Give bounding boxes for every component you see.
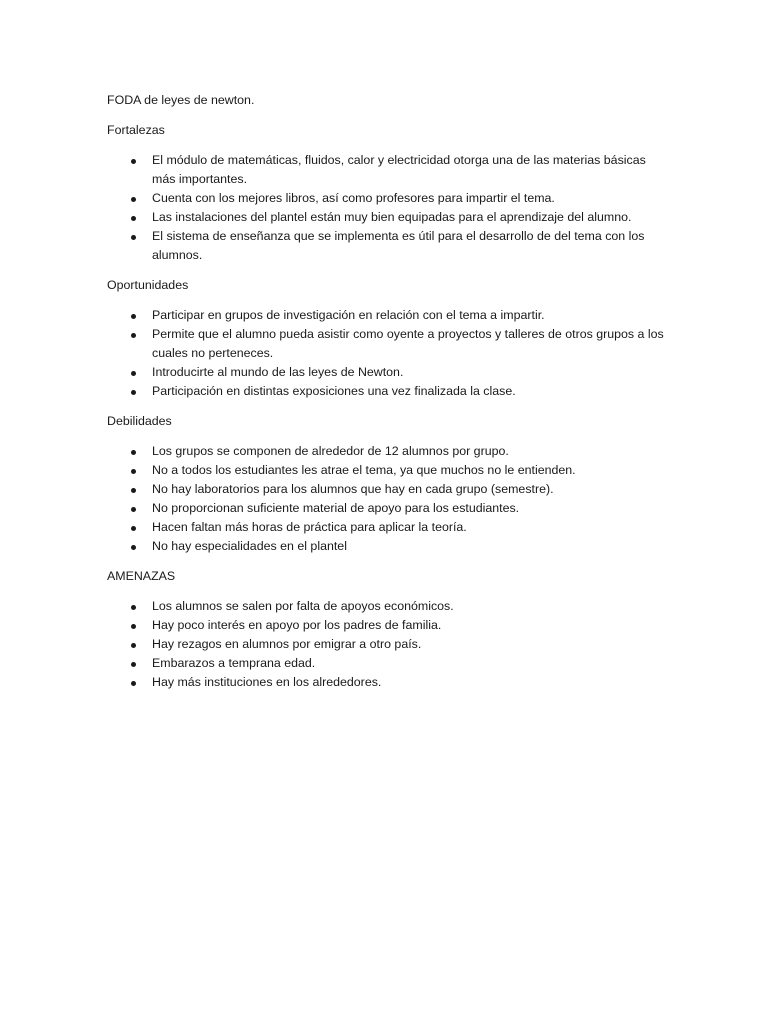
bullet-icon	[131, 526, 136, 531]
list-item	[107, 325, 667, 363]
list-item	[107, 189, 667, 208]
bullet-list-amenazas	[107, 597, 667, 692]
list-item	[107, 537, 667, 556]
bullet-icon	[131, 545, 136, 550]
list-item-text: Hacen faltan más horas de práctica para aplicar la teoría.	[152, 520, 467, 534]
list-item	[107, 616, 667, 635]
bullet-icon	[131, 605, 136, 610]
list-item-text: Los alumnos se salen por falta de apoyos económicos.	[152, 599, 454, 613]
list-item-text: Embarazos a temprana edad.	[152, 656, 316, 670]
bullet-icon	[131, 216, 136, 221]
bullet-icon	[131, 371, 136, 376]
list-item-text: El sistema de enseñanza que se implementa es útil para el desarrollo de del tema con los alumnos.	[152, 229, 645, 262]
bullet-icon	[131, 507, 136, 512]
bullet-icon	[131, 235, 136, 240]
list-item-text: No proporcionan suficiente material de apoyo para los estudiantes.	[152, 501, 520, 515]
section-heading-fortalezas: Fortalezas	[107, 123, 165, 137]
list-item	[107, 363, 667, 382]
list-item-text: Hay rezagos en alumnos por emigrar a otro país.	[152, 637, 422, 651]
bullet-icon	[131, 450, 136, 455]
bullet-icon	[131, 159, 136, 164]
list-item-text: Hay poco interés en apoyo por los padres de familia.	[152, 618, 442, 632]
list-item	[107, 597, 667, 616]
bullet-icon	[131, 333, 136, 338]
bullet-icon	[131, 469, 136, 474]
list-item	[107, 518, 667, 537]
list-item	[107, 306, 667, 325]
list-item	[107, 461, 667, 480]
list-item	[107, 635, 667, 654]
document-sections	[107, 121, 667, 692]
document-body	[107, 91, 667, 703]
list-item	[107, 442, 667, 461]
bullet-list-debilidades	[107, 442, 667, 556]
list-item-text: Cuenta con los mejores libros, así como profesores para impartir el tema.	[152, 191, 555, 205]
bullet-icon	[131, 197, 136, 202]
list-item-text: El módulo de matemáticas, fluidos, calor y electricidad otorga una de las materias básicas más importantes.	[152, 153, 646, 186]
list-item	[107, 654, 667, 673]
bullet-icon	[131, 681, 136, 686]
list-item-text: No hay laboratorios para los alumnos que hay en cada grupo (semestre).	[152, 482, 554, 496]
bullet-list-fortalezas	[107, 151, 667, 265]
list-item-text: Permite que el alumno pueda asistir como oyente a proyectos y talleres de otros grupos a los cuales no perteneces.	[152, 327, 664, 360]
bullet-icon	[131, 314, 136, 319]
bullet-icon	[131, 624, 136, 629]
list-item-text: No a todos los estudiantes les atrae el tema, ya que muchos no le entienden.	[152, 463, 576, 477]
bullet-icon	[131, 488, 136, 493]
section-heading-debilidades: Debilidades	[107, 414, 172, 428]
list-item-text: No hay especialidades en el plantel	[152, 539, 347, 553]
list-item-text: Hay más instituciones en los alrededores.	[152, 675, 382, 689]
list-item-text: Participar en grupos de investigación en relación con el tema a impartir.	[152, 308, 545, 322]
list-item	[107, 382, 667, 401]
list-item-text: Las instalaciones del plantel están muy bien equipadas para el aprendizaje del alumno.	[152, 210, 632, 224]
section-heading-oportunidades: Oportunidades	[107, 278, 189, 292]
document-title: FODA de leyes de newton.	[107, 93, 255, 107]
list-item-text: Participación en distintas exposiciones una vez finalizada la clase.	[152, 384, 516, 398]
list-item	[107, 227, 667, 265]
list-item	[107, 499, 667, 518]
list-item	[107, 151, 667, 189]
list-item-text: Introducirte al mundo de las leyes de Newton.	[152, 365, 404, 379]
bullet-icon	[131, 662, 136, 667]
bullet-list-oportunidades	[107, 306, 667, 401]
list-item	[107, 673, 667, 692]
bullet-icon	[131, 390, 136, 395]
section-heading-amenazas: AMENAZAS	[107, 569, 176, 583]
list-item-text: Los grupos se componen de alrededor de 12 alumnos por grupo.	[152, 444, 509, 458]
list-item	[107, 480, 667, 499]
bullet-icon	[131, 643, 136, 648]
list-item	[107, 208, 667, 227]
